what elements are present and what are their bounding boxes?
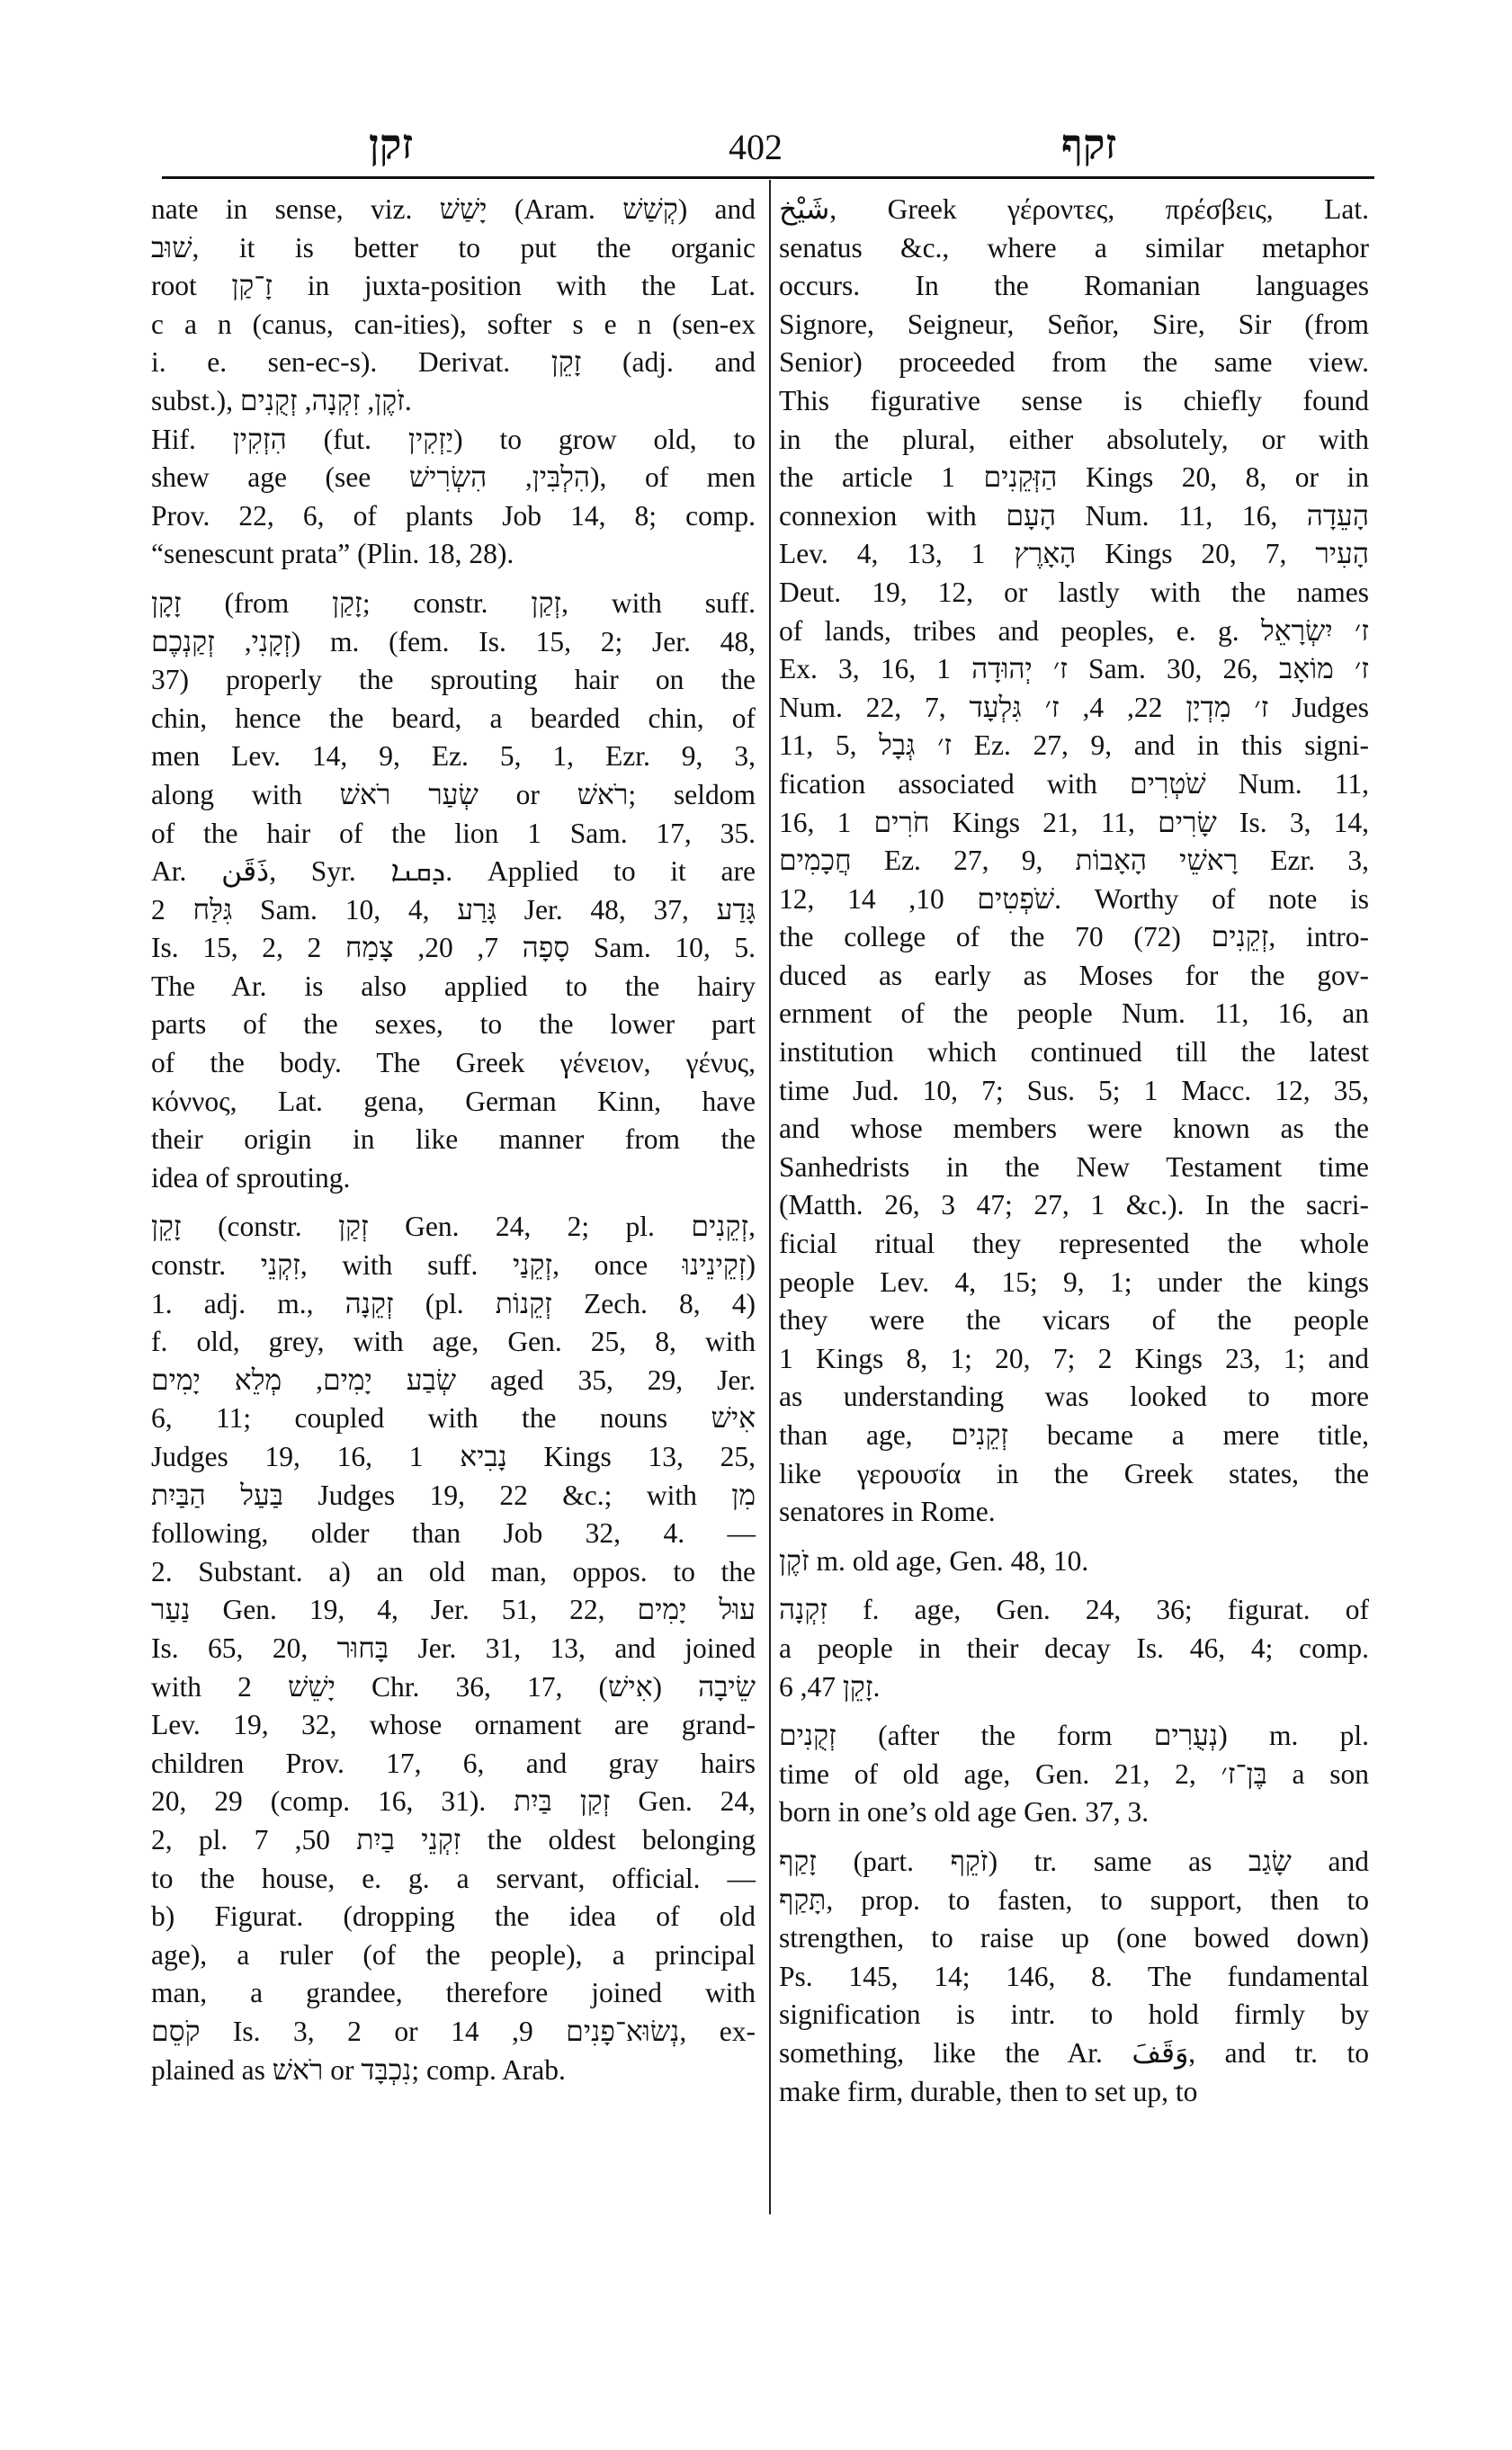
text-line: they were the vicars of the people	[779, 1304, 1369, 1337]
text-line: fication associated with שֹׁטְרִים Num. 11,	[779, 767, 1369, 800]
entry-gap	[779, 1832, 1369, 1843]
text-line: זָקָן (from זָקַן; constr. זְקַן, with suff.	[151, 586, 756, 619]
entry-gap	[779, 1580, 1369, 1591]
text-line: 2, pl. זִקְנֵי בַיִת 50, 7 the oldest belonging	[151, 1823, 756, 1855]
text-line: the college of the 70 (72) זְקֵנִים, intro-	[779, 921, 1370, 953]
text-line: בַּעַל הַבַּיִת Judges 19, 22 &c.; with מִן	[151, 1479, 756, 1511]
text-line: make firm, durable, then to set up, to	[779, 2075, 1198, 2107]
text-line: their origin in like manner from the	[151, 1123, 756, 1156]
text-line: idea of sprouting.	[151, 1161, 351, 1194]
text-line: the article הַזְּקֵנִים 1 Kings 20, 8, or in	[779, 461, 1370, 494]
text-line: Is. 15, 2, סָפָה 7, 20, צָמַח 2 Sam. 10, 5.	[151, 932, 756, 964]
text-line: נַעַר Gen. 19, 4, Jer. 51, 22, עוּל יָמִים	[151, 1594, 756, 1626]
text-line: connexion with הָעָם Num. 11, 16, הָעֵדָה	[779, 499, 1369, 532]
text-line: זֹקֶן m. old age, Gen. 48, 10.	[779, 1544, 1089, 1577]
text-line: Senior) proceeded from the same view.	[779, 346, 1369, 379]
entry-gap	[151, 574, 756, 585]
right-column	[779, 191, 1369, 2111]
entry-gap	[779, 1706, 1369, 1717]
text-line: Num. 22, 7, ז׳ מִדְיָן 22, 4, ז׳ גִּלְעָד Judges	[779, 691, 1370, 723]
text-line: plained as רֹאשׁ or נִכְבָּד; comp. Arab.	[151, 2053, 566, 2086]
text-line: Deut. 19, 12, or lastly with the names	[779, 576, 1369, 608]
text-line: like γερουσία in the Greek states, the	[779, 1457, 1369, 1489]
text-line: constr. זִקְנֵי, with suff. זְקֵנַי, once זְקֵינֵינוּ)	[151, 1249, 756, 1282]
text-line: f. old, grey, with age, Gen. 25, 8, with	[151, 1326, 756, 1358]
text-line: Ex. 3, 16, ז׳ יְהוּדָה 1 Sam. 30, 26, ז׳ מוֹאָב	[779, 653, 1369, 685]
text-line: people Lev. 4, 15; 9, 1; under the kings	[779, 1265, 1369, 1298]
text-line: children Prov. 17, 6, and gray hairs	[151, 1747, 756, 1779]
text-line: duced as early as Moses for the gov-	[779, 959, 1369, 991]
text-line: c a n (canus, can-ities), softer s e n (sen-ex	[151, 308, 756, 340]
text-line: זִקְנָה f. age, Gen. 24, 36; figurat. of	[779, 1594, 1369, 1626]
left-running-headword: זקן	[369, 120, 414, 168]
text-line: than age, זְקֵנִים became a mere title,	[779, 1419, 1369, 1451]
text-line: Sanhedrists in the New Testament time	[779, 1150, 1369, 1183]
text-line: The Ar. is also applied to the hairy	[151, 970, 756, 1002]
text-line: זָקֵן (constr. זְקַן Gen. 24, 2; pl. זְקֵנִים,	[151, 1211, 756, 1243]
text-line: 20, 29 (comp. 16, 31). זְקַן בַּיִת Gen. 24,	[151, 1785, 756, 1818]
text-line: 37) properly the sprouting hair on the	[151, 664, 756, 696]
right-running-headword: זקף	[1061, 120, 1117, 168]
text-line: b) Figurat. (dropping the idea of old	[151, 1900, 756, 1933]
text-line: in the plural, either absolutely, or with	[779, 423, 1369, 455]
text-line: This figurative sense is chiefly found	[779, 384, 1369, 416]
text-line: זָקֵן 47, 6.	[779, 1670, 881, 1703]
text-line: גִּלַּח 2 Sam. 10, 4, גָּרַע Jer. 48, 37, גָּדַע	[151, 893, 756, 925]
text-line: Is. 65, 20, בָּחוּר Jer. 31, 13, and joined	[151, 1632, 756, 1664]
text-line: man, a grandee, therefore joined with	[151, 1977, 756, 2009]
text-line: κόννος, Lat. gena, German Kinn, have	[151, 1085, 756, 1117]
text-line: 2. Substant. a) an old man, oppos. to the	[151, 1555, 756, 1587]
text-line: root זָ־קַן in juxta-position with the Lat.	[151, 270, 756, 302]
column-divider	[769, 180, 771, 2214]
text-line: institution which continued till the latest	[779, 1036, 1369, 1069]
text-line: שְׂבַע יָמִים, מְלֵא יָמִים aged 35, 29, Jer.	[151, 1364, 756, 1396]
text-line: זְקָנִי, זְקַנְכֶם) m. (fem. Is. 15, 2; Jer. 48,	[151, 625, 756, 657]
text-line: (Matth. 26, 3 47; 27, 1 &c.). In the sacri-	[779, 1189, 1369, 1221]
text-line: and whose members were known as the	[779, 1113, 1369, 1145]
text-line: shew age (see הִלְבִּין, הִשְׂרִישׁ), of men	[151, 461, 756, 494]
text-line: subst.), זֹקֶן, זִקְנָה, זְקֻנִים.	[151, 384, 412, 416]
text-line: 12, שֹׁפְטִים 10, 14. Worthy of note is	[779, 882, 1370, 915]
text-line: Signore, Seigneur, Señor, Sire, Sir (from	[779, 308, 1369, 340]
text-line: of the hair of the lion 1 Sam. 17, 35.	[151, 817, 756, 849]
text-line: with יָשֵׁשׁ 2 Chr. 36, 17, שֵׂיבָה (אִישׁ)	[151, 1670, 756, 1703]
text-line: Lev. 19, 32, whose ornament are grand-	[151, 1709, 756, 1741]
text-line: senatus &c., where a similar metaphor	[779, 231, 1369, 264]
text-line: strengthen, to raise up (one bowed down)	[779, 1922, 1369, 1954]
text-line: “senescunt prata” (Plin. 18, 28).	[151, 538, 514, 570]
text-line: חֲכָמִים Ez. 27, 9, רָאשֵׁי הָאָבוֹת Ezr. 3,	[779, 845, 1369, 877]
text-line: along with שְׂעַר רֹאשׁ or רֹאשׁ; seldom	[151, 778, 756, 810]
text-line: תָּקַף, prop. to fasten, to support, then to	[779, 1883, 1369, 1916]
entry-gap	[779, 1532, 1369, 1542]
text-line: following, older than Job 32, 4. —	[151, 1517, 756, 1550]
text-line: 16, חֹרִים 1 Kings 21, 11, שָׂרִים Is. 3, 14,	[779, 806, 1370, 838]
text-line: nate in sense, viz. יָשַׁשׁ (Aram. קְשַׁשׁ) and	[151, 193, 756, 225]
text-line: 6, 11; coupled with the nouns אִישׁ	[151, 1402, 756, 1435]
text-line: to the house, e. g. a servant, official. —	[151, 1862, 756, 1894]
text-line: of the body. The Greek γένειον, γένυς,	[151, 1047, 756, 1079]
text-line: 11, 5, ז׳ גְּבָל Ez. 27, 9, and in this signi-	[779, 729, 1369, 762]
page-number: 402	[729, 127, 783, 167]
text-line: born in one’s old age Gen. 37, 3.	[779, 1796, 1150, 1829]
text-line: 1 Kings 8, 1; 20, 7; 2 Kings 23, 1; and	[779, 1342, 1369, 1374]
text-line: time Jud. 10, 7; Sus. 5; 1 Macc. 12, 35,	[779, 1074, 1369, 1106]
text-line: Judges 19, 16, נָבִיא 1 Kings 13, 25,	[151, 1441, 756, 1472]
text-line: as understanding was looked to more	[779, 1381, 1369, 1413]
text-line: chin, hence the beard, a bearded chin, of	[151, 702, 756, 734]
text-line: זְקֻנִים (after the form נְעֻרִים) m. pl.	[779, 1720, 1369, 1752]
text-line: شَيْخ, Greek γέροντες, πρέσβεις, Lat.	[779, 193, 1369, 225]
header-rule	[162, 176, 1374, 179]
text-line: a people in their decay Is. 46, 4; comp.	[779, 1632, 1369, 1664]
text-line: i. e. sen-ec-s). Derivat. זָקֵן (adj. and	[151, 346, 756, 379]
text-line: parts of the sexes, to the lower part	[151, 1008, 756, 1041]
text-line: senatores in Rome.	[779, 1496, 996, 1528]
left-column	[151, 191, 756, 2089]
text-line: Lev. 4, 13, הָאָרֶץ 1 Kings 20, 7, הָעִיר	[779, 538, 1370, 570]
text-line: time of old age, Gen. 21, 2, בֶּן־ז׳ a son	[779, 1757, 1369, 1790]
text-line: men Lev. 14, 9, Ez. 5, 1, Ezr. 9, 3,	[151, 740, 756, 773]
text-line: Ps. 145, 14; 146, 8. The fundamental	[779, 1960, 1369, 1992]
text-line: Hif. הִזְקִין (fut. יַזְקִין) to grow old, to	[151, 423, 756, 455]
running-header	[162, 115, 1374, 173]
text-line: something, like the Ar. وَقَفَ, and tr. to	[779, 2036, 1369, 2069]
text-line: age), a ruler (of the people), a principal	[151, 1938, 756, 1971]
entry-gap	[151, 1197, 756, 1208]
text-line: 1. adj. m., זְקֵנָה (pl. זְקֵנוֹת Zech. 8, 4)	[151, 1287, 756, 1319]
text-line: occurs. In the Romanian languages	[779, 270, 1369, 302]
text-line: Prov. 22, 6, of plants Job 14, 8; comp.	[151, 499, 756, 532]
text-line: קֹסֵם Is. 3, 2 or נְשׂוּא־פָנִים 9, 14, ex-	[151, 2015, 756, 2047]
text-line: Ar. ذَقَن, Syr. ܕܩܢܐ. Applied to it are	[151, 855, 756, 888]
text-line: ficial ritual they represented the whole	[779, 1228, 1369, 1260]
text-line: ernment of the people Num. 11, 16, an	[779, 997, 1369, 1030]
text-line: of lands, tribes and peoples, e. g. ז׳ יִשְׂרָאֵל	[779, 614, 1369, 647]
text-line: שׁוּב, it is better to put the organic	[151, 231, 756, 264]
text-line: signification is intr. to hold firmly by	[779, 1998, 1369, 2031]
text-line: זָקַף (part. זֹקֵף) tr. same as שָׂגַב and	[779, 1845, 1369, 1877]
